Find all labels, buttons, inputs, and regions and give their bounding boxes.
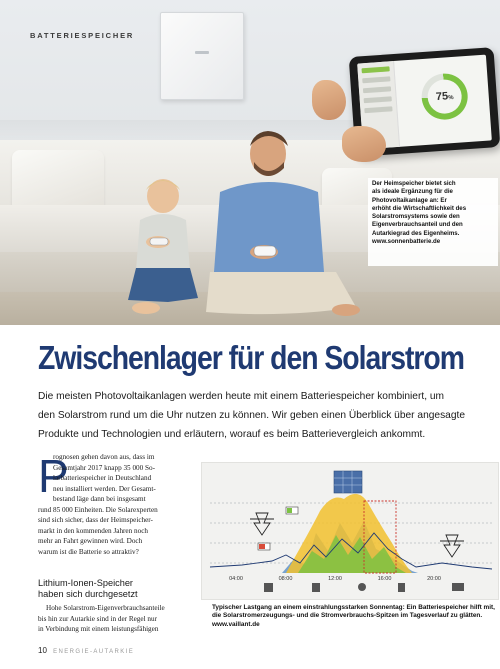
body-line: warum ist die Batterie so attraktiv?	[38, 547, 139, 556]
drop-cap: P	[38, 450, 69, 502]
x-tick-label: 08:00	[278, 576, 293, 582]
body-line: larbatteriespeicher in Deutschland	[53, 474, 152, 483]
tablet-menu-item	[364, 106, 392, 113]
article-body	[38, 452, 184, 557]
footer-section: ENERGIE-AUTARKIE	[53, 649, 135, 655]
power-pylon-icon-right	[440, 535, 464, 557]
tablet-menu-item	[364, 96, 392, 103]
body-line: bestand läge dann bei insgesamt	[53, 495, 146, 504]
cushion-left	[12, 150, 104, 212]
subheading-line: haben sich durchgesetzt	[38, 589, 138, 599]
x-tick-label: 04:00	[229, 576, 243, 582]
body-line: Hohe Solarstrom-Eigenverbrauchsanteile	[46, 604, 165, 612]
article-title: Zwischenlager für den Solarstrom	[38, 339, 464, 376]
caption-line: als ideale Ergänzung für die	[372, 188, 453, 196]
hero-photo	[0, 0, 500, 325]
intro-line: Produkte und Technologien und erläutern, worauf es beim Batterievergleich ankommt.	[38, 429, 426, 440]
body-line: mehr an Fahrt gewinnen wird. Doch	[38, 537, 143, 546]
tablet-menu-item	[363, 86, 391, 93]
appliance-icon-1	[264, 583, 273, 592]
x-axis-ticks	[229, 576, 441, 582]
tablet-menu-item	[362, 76, 390, 83]
body-line: rognosen gehen davon aus, dass im	[53, 453, 155, 461]
chart-caption-line: die Solarstromerzeugungs- und die Stromverbrauchs-Spitzen im Tagesverlauf zu glätten.	[212, 612, 483, 620]
appliance-icon-4	[398, 583, 405, 592]
solar-panel-icon	[334, 471, 362, 493]
charge-percent-unit: %	[448, 94, 454, 102]
body-line: bis hin zur Autarkie sind in der Regel nur	[38, 614, 157, 623]
appliance-icon-3	[358, 583, 366, 591]
page-number: 10	[38, 646, 47, 655]
photo-caption	[368, 178, 498, 266]
load-profile-chart	[201, 462, 499, 600]
chart-caption-line: Typischer Lastgang an einem einstrahlungsstarken Sonnentag: Ein Batteriespeicher hilft mit,	[212, 604, 495, 611]
battery-icon-left	[258, 543, 270, 550]
hand-pointing	[342, 126, 386, 162]
section-label: BATTERIESPEICHER	[30, 31, 135, 40]
charge-percent	[427, 78, 463, 114]
home-battery-unit	[160, 12, 244, 100]
page-footer	[38, 646, 134, 655]
chart-caption-link: www.vaillant.de	[212, 620, 260, 628]
body-line: markt in den kommenden Jahren noch	[38, 526, 148, 535]
body-line: in Verbindung mit einem leistungsfähigen	[38, 625, 159, 634]
subheading-line: Lithium-Ionen-Speicher	[38, 578, 133, 588]
caption-line: Autarkiegrad des Eigenheims.	[372, 229, 460, 237]
caption-line: erhöht die Wirtschaftlichkeit des	[372, 204, 467, 212]
body-line: Gesamtjahr 2017 knapp 35 000 So-	[53, 463, 156, 472]
article-intro	[38, 387, 498, 444]
charge-percent-value: 75	[435, 90, 449, 104]
appliance-icon-5	[452, 583, 464, 591]
tablet-inset	[312, 30, 500, 180]
body-line: sind sich sicher, dass der Heimspeicher-	[38, 516, 153, 525]
intro-line: Die meisten Photovoltaikanlagen werden heute mit einem Batteriespeicher kombiniert, um	[38, 391, 445, 402]
caption-line: Photovoltaikanlage an: Er	[372, 196, 447, 204]
x-tick-label: 16:00	[377, 576, 392, 582]
power-pylon-icon-left	[250, 513, 274, 535]
subheading	[38, 578, 188, 600]
child-figure	[118, 170, 208, 320]
chart-svg	[202, 463, 498, 599]
tablet-menu-item	[361, 66, 389, 73]
body-line: neu installiert werden. Der Gesamt-	[53, 484, 156, 493]
caption-link: www.sonnenbatterie.de	[372, 238, 441, 246]
charge-ring	[420, 72, 469, 121]
article-body-continued	[38, 603, 188, 635]
caption-line: Der Heimspeicher bietet sich	[372, 180, 456, 187]
intro-line: den Solarstrom rund um die Uhr nutzen zu können. Wir geben einen Überblick über angesagte	[38, 410, 465, 421]
appliance-icon-2	[312, 583, 320, 592]
chart-caption	[212, 604, 500, 629]
x-tick-label: 20:00	[427, 576, 441, 582]
battery-logo	[195, 51, 209, 54]
body-line: rund 85 000 Einheiten. Die Solarexperten	[38, 505, 158, 514]
caption-line: Solarstromsystems sowie den	[372, 213, 460, 221]
caption-line: Eigenverbrauchsanteil und den	[372, 221, 463, 229]
hand-left	[312, 80, 346, 120]
x-tick-label: 12:00	[328, 576, 342, 582]
battery-icon-top	[286, 507, 298, 514]
